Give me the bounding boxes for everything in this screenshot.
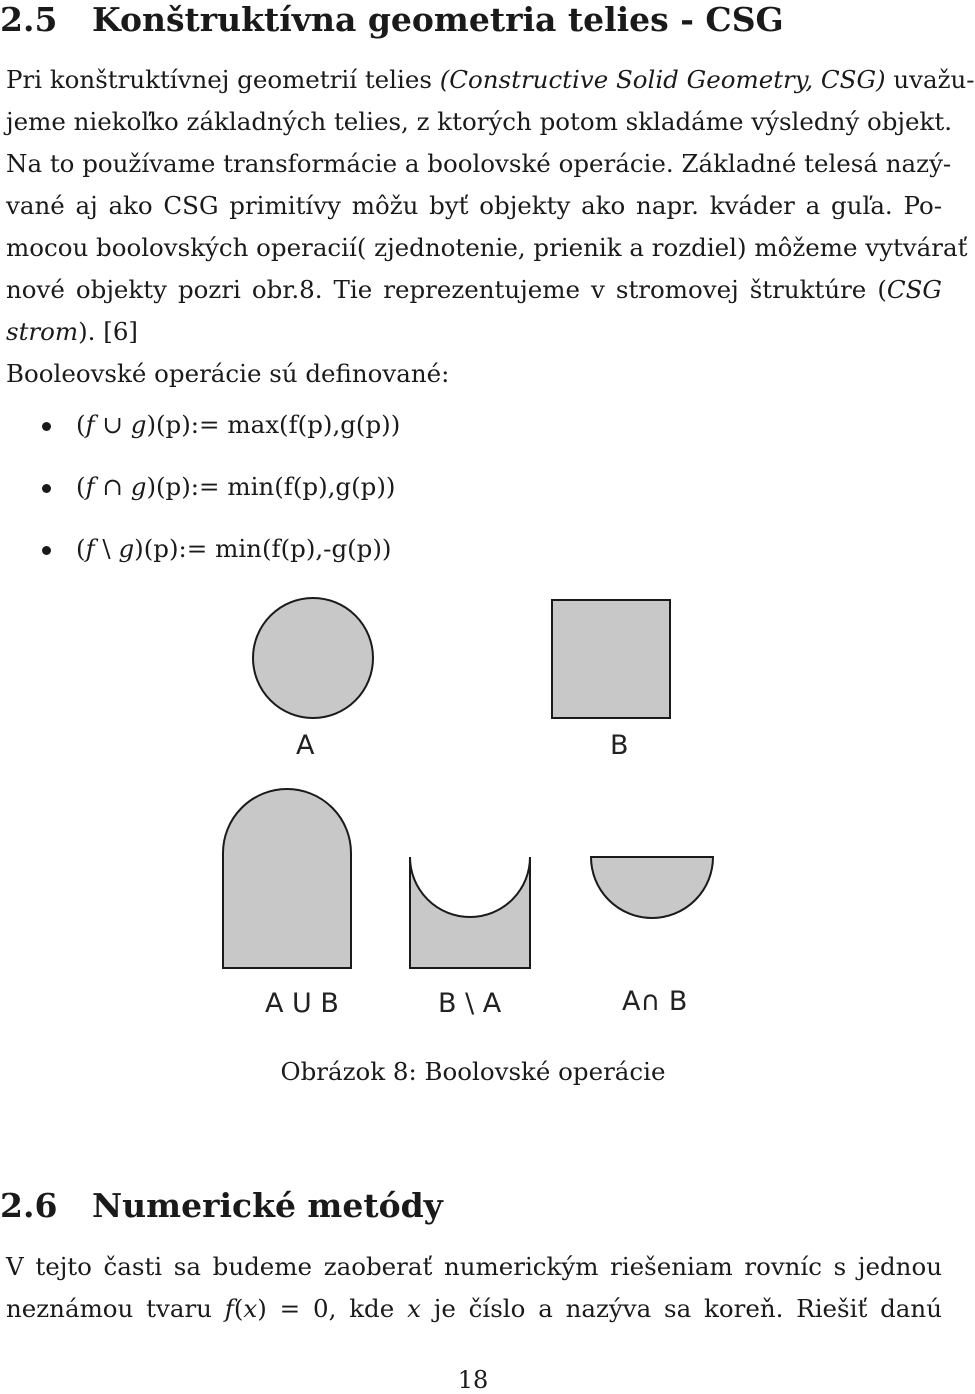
paragraph-line [6, 65, 975, 94]
text-span: Pri konštruktívnej geometrií telies [6, 65, 440, 94]
label-b: B [610, 730, 629, 761]
italic-term: (Constructive Solid Geometry, CSG) [439, 65, 886, 94]
text-span: )(p):= max(f(p),g(p)) [146, 410, 401, 439]
formula-union [76, 410, 400, 439]
paragraph-line [6, 1294, 942, 1323]
bullet-icon [42, 484, 51, 493]
paragraph-line: Booleovské operácie sú definované: [6, 359, 450, 388]
shape-b-square [552, 600, 670, 718]
paragraph-line [6, 317, 138, 346]
bullet-icon [42, 422, 51, 431]
shape-a-intersect-b [591, 857, 713, 918]
text-span: )(p):= min(f(p),g(p)) [146, 472, 396, 501]
text-span: ( [233, 1294, 244, 1323]
label-union: A U B [265, 988, 339, 1019]
figure-caption: Obrázok 8: Boolovské operácie [280, 1057, 666, 1086]
math-var: f [85, 534, 95, 563]
math-var: f [224, 1294, 234, 1323]
math-var: f [85, 472, 95, 501]
text-span: ). [6] [78, 317, 138, 346]
section-title: Numerické metódy [92, 1186, 443, 1225]
paragraph-line: Na to používame transformácie a boolovské operácie. Základné telesá nazý- [6, 149, 952, 178]
label-difference: B \ A [438, 988, 502, 1019]
text-span: ) = 0, kde [257, 1294, 408, 1323]
shape-a-circle [253, 598, 373, 718]
text-span: ( [76, 534, 86, 563]
paragraph-line: vané aj ako CSG primitívy môžu byť objekty ako napr. kváder a guľa. Po- [6, 191, 942, 220]
italic-term: strom [6, 317, 79, 346]
paragraph-line: jeme niekoľko základných telies, z ktorých potom skladáme výsledný objekt. [6, 107, 952, 136]
paragraph-line: V tejto časti sa budeme zaoberať numerickým riešeniam rovníc s jednou [6, 1252, 942, 1281]
math-var: g [130, 410, 147, 439]
text-span: nové objekty pozri obr.8. Tie reprezentujeme v stromovej štruktúre ( [6, 275, 887, 304]
label-intersection: A∩ B [622, 986, 688, 1017]
boolean-operations-figure [0, 590, 960, 1040]
bullet-icon [42, 546, 51, 555]
section-heading-2-5 [0, 0, 784, 39]
math-operator: ∪ [94, 410, 131, 439]
formula-intersection [76, 472, 395, 501]
text-span: ( [76, 472, 86, 501]
text-span: neznámou tvaru [6, 1294, 225, 1323]
text-span: je číslo a nazýva sa koreň. Riešiť danú [420, 1294, 942, 1323]
text-span: ( [76, 410, 86, 439]
label-a: A [296, 730, 315, 761]
page-number: 18 [457, 1366, 489, 1394]
math-var: g [130, 472, 147, 501]
math-var: f [85, 410, 95, 439]
italic-term: CSG [886, 275, 942, 304]
section-heading-2-6 [0, 1186, 443, 1225]
formula-difference [76, 534, 391, 563]
section-number: 2.5 [0, 0, 58, 39]
text-span: uvažu- [885, 65, 975, 94]
math-var: x [243, 1294, 258, 1323]
math-var: g [118, 534, 135, 563]
section-number: 2.6 [0, 1186, 58, 1225]
math-var: x [407, 1294, 421, 1323]
paragraph-line: mocou boolovských operacií( zjednotenie, prienik a rozdiel) môžeme vytvárať [6, 233, 968, 262]
math-operator: ∩ [94, 472, 131, 501]
section-title: Konštruktívna geometria telies - CSG [92, 0, 784, 39]
shape-b-minus-a [410, 857, 530, 968]
shape-a-union-b [223, 789, 351, 968]
paragraph-line [6, 275, 942, 304]
math-operator: \ [94, 534, 119, 563]
text-span: )(p):= min(f(p),-g(p)) [134, 534, 392, 563]
